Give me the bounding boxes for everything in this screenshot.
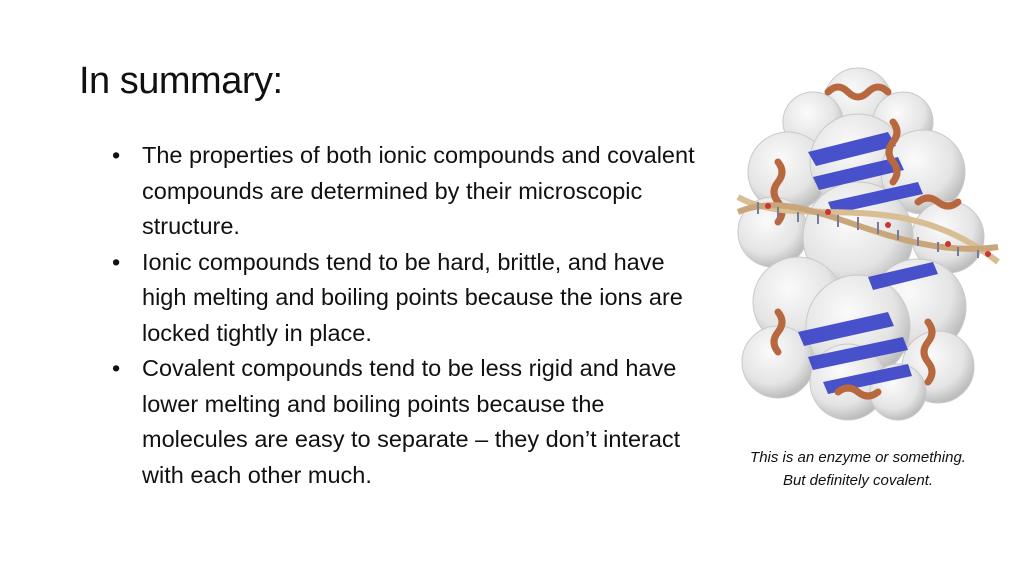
bullet-item-1 — [112, 138, 712, 245]
bullet-text: The properties of both ionic compounds and covalent compounds are determined by their microscopic structure. — [142, 142, 695, 239]
bullet-marker: • — [112, 248, 121, 275]
bullet-item-2 — [112, 245, 712, 352]
bullet-item-3 — [112, 351, 712, 493]
slide-title: In summary: — [79, 60, 283, 102]
bullet-list — [112, 138, 712, 493]
bullet-text: Covalent compounds tend to be less rigid and have lower melting and boiling points because the molecules are easy to separate – they don’t interact with each other much. — [142, 355, 681, 488]
bullet-marker: • — [112, 142, 121, 168]
caption-line-2: But definitely covalent. — [782, 472, 934, 489]
caption-line-1: This is an enzyme or something. — [750, 449, 966, 466]
bullet-marker: • — [112, 355, 121, 381]
bullet-text: Ionic compounds tend to be hard, brittle, and have high melting and boiling points because the ions are locked tightly in place. — [142, 248, 683, 346]
image-caption — [718, 446, 998, 492]
enzyme-structure-image — [718, 62, 1008, 424]
